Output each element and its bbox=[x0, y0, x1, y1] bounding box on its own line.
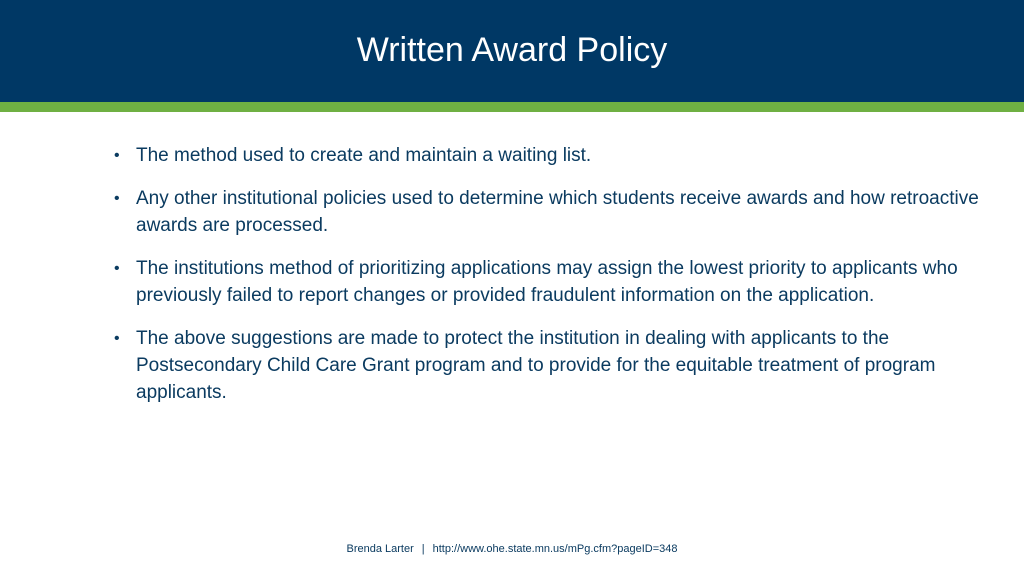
bullet-icon: • bbox=[114, 190, 120, 207]
bullet-text: The institutions method of prioritizing applications may assign the lowest priority to applicants who previously failed to report changes or provided fraudulent information on the application. bbox=[136, 258, 958, 306]
footer-separator: | bbox=[421, 543, 425, 555]
bullet-icon: • bbox=[114, 330, 120, 347]
bullet-icon: • bbox=[114, 260, 120, 277]
footer bbox=[0, 540, 1024, 558]
slide-title: Written Award Policy bbox=[356, 31, 668, 69]
bullet-text: The above suggestions are made to protect the institution in dealing with applicants to the Postsecondary Child Care Grant program and to provide for the equitable treatment of program applicants. bbox=[136, 328, 936, 403]
bullet-item bbox=[112, 325, 992, 406]
footer-author: Brenda Larter bbox=[346, 543, 414, 555]
bullet-item bbox=[112, 255, 992, 309]
accent-stripe bbox=[0, 102, 1024, 112]
title-bar bbox=[0, 0, 1024, 102]
bullet-text: The method used to create and maintain a waiting list. bbox=[136, 145, 592, 166]
bullet-list bbox=[112, 142, 992, 422]
bullet-text: Any other institutional policies used to determine which students receive awards and how retroactive awards are processed. bbox=[136, 188, 979, 236]
bullet-item bbox=[112, 185, 992, 239]
bullet-icon: • bbox=[114, 147, 120, 164]
footer-url[interactable]: http://www.ohe.state.mn.us/mPg.cfm?pageID=348 bbox=[432, 543, 678, 555]
bullet-item bbox=[112, 142, 992, 169]
